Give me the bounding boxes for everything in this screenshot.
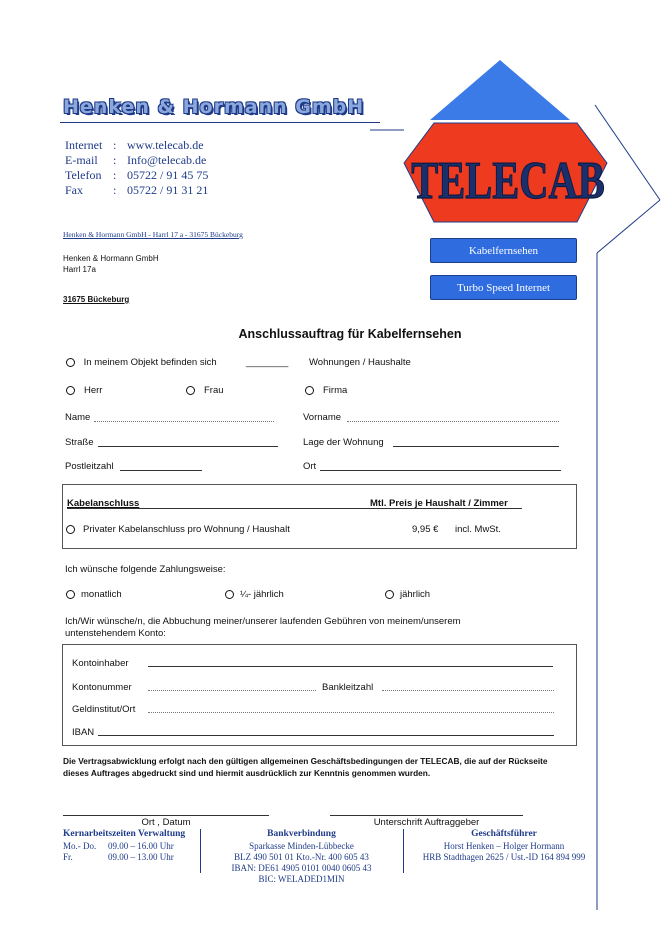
recipient-street: Harrl 17a [63,265,96,274]
debit-text-2: untenstehendem Konto: [65,628,166,639]
kontoinhaber-label: Kontoinhaber [72,658,129,669]
strasse-label: Straße [65,437,94,448]
footer-management-title: Geschäftsführer [471,829,537,839]
contact-fax: 05722 / 91 31 21 [127,183,209,197]
lage-field[interactable] [393,446,559,447]
kontonummer-label: Kontonummer [72,682,132,693]
name-label: Name [65,412,91,423]
jaehrlich-radio[interactable] [385,590,394,599]
lage-label: Lage der Wohnung [303,437,384,448]
footer-time: 09.00 – 16.00 Uhr [108,841,174,851]
sign-place-line[interactable] [63,815,269,816]
contact-phone: 05722 / 91 45 75 [127,168,209,182]
anrede-herr: Herr [84,385,103,396]
iban-field[interactable] [98,735,554,736]
terms-line-1: Die Vertragsabwicklung erfolgt nach den gültigen allgemeinen Geschäftsbedingungen der TELECAB, die auf der Rückseite [63,756,548,766]
plz-field[interactable] [120,470,202,471]
plz-label: Postleitzahl [65,461,114,472]
bankleitzahl-label: Bankleitzahl [322,682,374,693]
header-rule [60,122,380,123]
sign-signature-line[interactable] [330,815,523,816]
table-row-price: 9,95 € [412,524,439,535]
company-name: Henken & Hormann GmbH [63,96,365,118]
footer-bank-details [200,841,403,885]
vorname-field[interactable] [347,421,559,422]
contact-internet[interactable]: www.telecab.de [127,138,204,152]
internet-button[interactable]: Turbo Speed Internet [430,275,577,300]
debit-text-1: Ich/Wir wünsche/n, die Abbuchung meiner/unserer laufenden Gebühren von meinem/unserem [65,616,461,627]
recipient-city: 31675 Bückeburg [63,295,130,304]
footer-day: Fr. [63,852,73,862]
kontoinhaber-field[interactable] [148,666,553,667]
ort-label: Ort [303,461,317,472]
footer-hours-title: Kernarbeitszeiten Verwaltung [63,829,186,839]
geldinstitut-field[interactable] [148,712,554,713]
payment-title: Ich wünsche folgende Zahlungsweise: [65,564,226,575]
bankleitzahl-field[interactable] [382,690,554,691]
footer-managers: Horst Henken – Holger Hormann [443,841,565,851]
anrede-firma: Firma [323,385,348,396]
payment-monatlich: monatlich [81,589,122,600]
name-field[interactable] [94,421,274,422]
sender-line: Henken & Hormann GmbH - Harrl 17 a - 31675 Bückeburg [63,230,243,239]
contact-key: E-mail [65,153,98,167]
iban-label: IBAN [72,727,95,738]
price-table [62,484,577,549]
contact-email[interactable]: Info@telecab.de [127,153,207,167]
table-header-left: Kabelanschluss [67,498,140,509]
payment-quartal: ¼- jährlich [240,589,284,600]
footer-register: HRB Stadthagen 2625 / Ust.-ID 164 894 999 [422,852,586,862]
contact-key: Internet [65,138,103,152]
contact-key: Telefon [65,168,102,182]
kontonummer-field[interactable] [148,690,316,691]
monatlich-radio[interactable] [66,590,75,599]
footer-bank-iban: IBAN: DE61 4905 0101 0040 0605 43 [231,863,372,873]
footer-day: Mo.- Do. [63,841,97,851]
objekt-radio[interactable] [66,358,75,367]
vorname-label: Vorname [303,412,342,423]
table-row-tax: incl. MwSt. [455,524,501,535]
recipient-name: Henken & Hormann GmbH [63,254,159,263]
strasse-field[interactable] [98,446,278,447]
footer-bank-name: Sparkasse Minden-Lübbecke [249,841,354,851]
herr-radio[interactable] [66,386,75,395]
logo-triangle [430,60,570,120]
ort-field[interactable] [320,470,561,471]
form-title: Anschlussauftrag für Kabelfernsehen [238,327,462,341]
footer-bank-title: Bankverbindung [267,829,336,839]
terms-line-2: dieses Auftrages abgedruckt sind und hiermit ausdrücklich zur Kenntnis genommen wurden. [63,768,431,778]
sign-right-label: Unterschrift Auftraggeber [373,817,480,828]
contact-key: Fax [65,183,83,197]
kabelfernsehen-button[interactable]: Kabelfernsehen [430,238,577,263]
logo-text: TELECAB [411,151,605,211]
table-header-right: Mtl. Preis je Haushalt / Zimmer [370,498,508,509]
objekt-prefix: In meinem Objekt befinden sich [83,357,217,368]
objekt-suffix: Wohnungen / Haushalte [309,357,411,368]
footer-bank-bic: BIC: WELADED1MIN [258,874,345,884]
table-row-label: Privater Kabelanschluss pro Wohnung / Haushalt [83,524,290,535]
objekt-count-blank[interactable]: ________ [246,357,289,368]
bank-box [62,644,577,746]
frau-radio[interactable] [186,386,195,395]
quartal-radio[interactable] [225,590,234,599]
firma-radio[interactable] [305,386,314,395]
kabelanschluss-radio[interactable] [66,525,75,534]
footer-bank-account: BLZ 490 501 01 Kto.-Nr. 400 605 43 [234,852,369,862]
payment-jaehrlich: jährlich [400,589,431,600]
footer-management [404,841,604,863]
footer-time: 09.00 – 13.00 Uhr [108,852,174,862]
geldinstitut-label: Geldinstitut/Ort [72,704,136,715]
contact-block: Internet : www.telecab.de E-mail : Info@telecab.de Telefon : 05722 / 91 45 75 Fax : 05722 / 91 31 21 [65,138,209,197]
sign-left-label: Ort , Datum [141,817,191,828]
anrede-frau: Frau [204,385,224,396]
